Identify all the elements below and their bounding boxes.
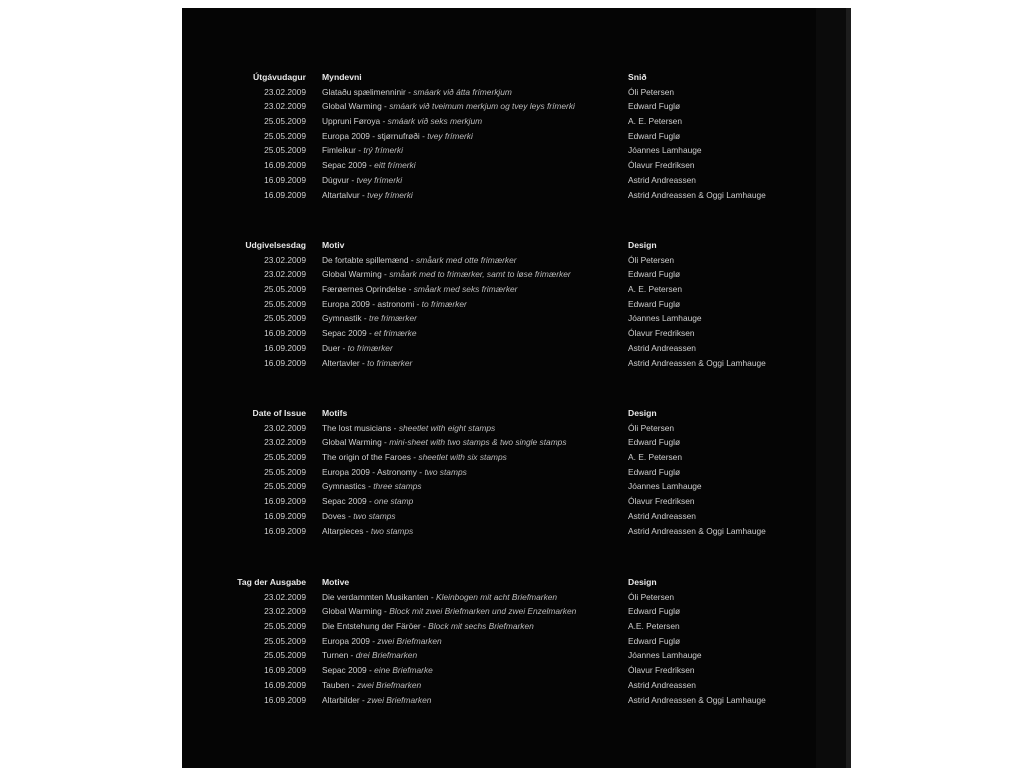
motif-format: tvey frímerki — [367, 189, 413, 200]
section-header — [182, 240, 822, 255]
issue-motif — [322, 343, 393, 353]
motif-title: Altartalvur — [322, 189, 360, 200]
issue-date: 16.09.2009 — [264, 342, 306, 353]
motif-title: Turnen — [322, 650, 349, 661]
motif-format: drei Briefmarken — [355, 650, 418, 661]
motif-title: Europa 2009 — [322, 635, 370, 646]
issue-designer: Jóannes Lamhauge — [628, 650, 702, 661]
motif-format: zwei Briefmarken — [377, 635, 442, 646]
issue-row — [182, 496, 822, 511]
motif-format: småark med seks frimærker — [413, 284, 518, 295]
motif-format: et frimærke — [374, 328, 417, 339]
issue-designer: Edward Fuglø — [628, 101, 681, 112]
motif-separator: - — [340, 342, 348, 353]
issue-date: 16.09.2009 — [264, 174, 306, 185]
motif-format: two stamps — [353, 510, 396, 521]
issue-date: 23.02.2009 — [264, 591, 306, 602]
motif-title: The lost musicians — [322, 422, 392, 433]
issue-row — [182, 190, 822, 205]
motif-format: mini-sheet with two stamps & two single stamps — [389, 437, 567, 448]
motif-format: to frimærker — [367, 357, 413, 368]
motif-separator: - — [359, 189, 368, 200]
issue-motif — [322, 145, 403, 155]
header-motif-label: Myndevni — [322, 72, 362, 82]
issue-motif — [322, 496, 413, 506]
issue-date: 23.02.2009 — [264, 437, 306, 448]
motif-title: Altarpieces — [322, 525, 364, 536]
issue-date: 25.05.2009 — [264, 313, 306, 324]
issue-motif — [322, 87, 512, 97]
motif-format: three stamps — [373, 481, 422, 492]
issue-row — [182, 511, 822, 526]
issue-row — [182, 145, 822, 160]
motif-separator: - — [366, 496, 375, 507]
issue-designer: Edward Fuglø — [628, 635, 681, 646]
issue-designer: Astrid Andreassen & Oggi Lamhauge — [628, 357, 766, 368]
motif-separator: - — [410, 452, 419, 463]
header-motif-label: Motiv — [322, 240, 345, 250]
motif-separator: - — [369, 635, 378, 646]
issue-date: 25.05.2009 — [264, 452, 306, 463]
motif-separator: - — [406, 284, 414, 295]
motif-format: smáark við seks merkjum — [387, 116, 483, 127]
issue-row — [182, 160, 822, 175]
issue-motif — [322, 592, 557, 602]
motif-title: Altarbilder — [322, 694, 360, 705]
issue-date: 25.05.2009 — [264, 635, 306, 646]
header-date-label: Útgávudagur — [253, 72, 306, 82]
issue-row — [182, 175, 822, 190]
section-header — [182, 72, 822, 87]
motif-title: Færøernes Oprindelse — [322, 284, 407, 295]
issue-motif — [322, 190, 413, 200]
motif-separator: - — [420, 621, 429, 632]
issue-date: 25.05.2009 — [264, 145, 306, 156]
issue-designer: Edward Fuglø — [628, 437, 681, 448]
motif-title: Sepac 2009 — [322, 328, 367, 339]
motif-title: Global Warming — [322, 606, 382, 617]
issue-date: 16.09.2009 — [264, 189, 306, 200]
issue-designer: Astrid Andreassen & Oggi Lamhauge — [628, 694, 766, 705]
issue-motif — [322, 665, 433, 675]
section-danish — [182, 240, 822, 372]
motif-separator: - — [348, 650, 356, 661]
issue-designer: Óli Petersen — [628, 422, 675, 433]
motif-separator: - — [428, 591, 437, 602]
issue-motif — [322, 313, 417, 323]
motif-separator: - — [366, 160, 375, 171]
issue-row — [182, 621, 822, 636]
section-header — [182, 577, 822, 592]
issue-designer: Edward Fuglø — [628, 269, 681, 280]
issue-date: 23.02.2009 — [264, 101, 306, 112]
issue-date: 23.02.2009 — [264, 254, 306, 265]
issue-row — [182, 467, 822, 482]
issue-designer: Edward Fuglø — [628, 130, 681, 141]
motif-title: Altertavler — [322, 357, 360, 368]
motif-format: Block mit zwei Briefmarken und zwei Enzelmarken — [389, 606, 577, 617]
motif-separator: - — [405, 86, 414, 97]
issue-designer: Ólavur Fredriksen — [628, 160, 695, 171]
motif-title: Global Warming — [322, 437, 382, 448]
motif-format: trý frímerki — [363, 145, 403, 156]
issue-designer: Astrid Andreassen — [628, 342, 696, 353]
motif-title: Die verdammten Musikanten — [322, 591, 429, 602]
issue-motif — [322, 650, 417, 660]
header-design-label: Design — [628, 408, 657, 418]
motif-format: two stamps — [370, 525, 414, 536]
motif-title: Europa 2009 - astronomi — [322, 298, 415, 309]
issue-row — [182, 299, 822, 314]
issue-designer: Ólavur Fredriksen — [628, 665, 695, 676]
issue-date: 16.09.2009 — [264, 665, 306, 676]
header-date-label: Date of Issue — [252, 408, 306, 418]
issue-date: 25.05.2009 — [264, 481, 306, 492]
motif-separator: - — [366, 328, 375, 339]
issue-motif — [322, 131, 473, 141]
motif-separator: - — [381, 101, 390, 112]
issue-designer: Edward Fuglø — [628, 466, 681, 477]
motif-separator: - — [363, 525, 371, 536]
motif-format: two stamps — [424, 466, 467, 477]
motif-separator: - — [408, 254, 417, 265]
issue-row — [182, 131, 822, 146]
motif-title: Dúgvur — [322, 174, 349, 185]
motif-title: Duer — [322, 342, 341, 353]
motif-format: to frimærker — [421, 298, 467, 309]
motif-title: Glataðu spælimenninir — [322, 86, 406, 97]
issue-date: 16.09.2009 — [264, 496, 306, 507]
motif-title: Sepac 2009 — [322, 160, 367, 171]
section-header — [182, 408, 822, 423]
motif-title: Fimleikur — [322, 145, 356, 156]
motif-title: Sepac 2009 — [322, 496, 367, 507]
issue-designer: A. E. Petersen — [628, 116, 682, 127]
issue-date: 25.05.2009 — [264, 466, 306, 477]
issue-designer: A. E. Petersen — [628, 284, 682, 295]
issue-designer: Edward Fuglø — [628, 298, 681, 309]
issue-motif — [322, 695, 431, 705]
motif-separator: - — [359, 694, 368, 705]
issue-designer: Óli Petersen — [628, 254, 675, 265]
motif-format: smáark við átta frímerkjum — [413, 86, 512, 97]
issue-designer: A. E. Petersen — [628, 452, 682, 463]
issue-motif — [322, 328, 417, 338]
motif-title: Europa 2009 - stjørnufrøði — [322, 130, 420, 141]
issue-designer: Astrid Andreassen & Oggi Lamhauge — [628, 189, 766, 200]
issue-motif — [322, 511, 396, 521]
motif-format: smáark við tveimum merkjum og tvey leys frímerki — [389, 101, 575, 112]
motif-format: Block mit sechs Briefmarken — [428, 621, 534, 632]
issue-motif — [322, 299, 467, 309]
motif-separator: - — [355, 145, 364, 156]
issue-motif — [322, 116, 482, 126]
issue-row — [182, 313, 822, 328]
motif-format: Kleinbogen mit acht Briefmarken — [436, 591, 558, 602]
motif-format: tre frimærker — [369, 313, 417, 324]
motif-title: Doves — [322, 510, 346, 521]
issue-row — [182, 636, 822, 651]
motif-separator: - — [419, 130, 428, 141]
issue-designer: Astrid Andreassen — [628, 174, 696, 185]
section-english — [182, 408, 822, 540]
issue-date: 25.05.2009 — [264, 621, 306, 632]
issue-row — [182, 680, 822, 695]
issue-motif — [322, 269, 571, 279]
motif-title: Gymnastik — [322, 313, 362, 324]
issue-designer: Astrid Andreassen — [628, 679, 696, 690]
issue-motif — [322, 481, 422, 491]
issue-row — [182, 526, 822, 541]
motif-separator: - — [361, 313, 370, 324]
motif-separator: - — [416, 466, 425, 477]
issue-designer: Ólavur Fredriksen — [628, 328, 695, 339]
motif-format: småark med to frimærker, samt to løse frimærker — [389, 269, 571, 280]
motif-format: sheetlet with six stamps — [418, 452, 507, 463]
issue-designer: Jóannes Lamhauge — [628, 145, 702, 156]
motif-title: Uppruni Føroya — [322, 116, 381, 127]
issue-designer: Óli Petersen — [628, 86, 675, 97]
issue-date: 16.09.2009 — [264, 328, 306, 339]
motif-format: zwei Briefmarken — [367, 694, 432, 705]
header-design-label: Design — [628, 577, 657, 587]
issue-motif — [322, 160, 416, 170]
issue-date: 16.09.2009 — [264, 510, 306, 521]
issue-motif — [322, 526, 413, 536]
motif-format: one stamp — [374, 496, 414, 507]
issue-row — [182, 592, 822, 607]
motif-separator: - — [349, 174, 357, 185]
issue-date: 23.02.2009 — [264, 269, 306, 280]
motif-separator: - — [380, 116, 388, 127]
issue-row — [182, 87, 822, 102]
header-date-label: Tag der Ausgabe — [237, 577, 306, 587]
motif-title: Europa 2009 - Astronomy — [322, 466, 417, 477]
issue-motif — [322, 680, 421, 690]
issue-designer: Ólavur Fredriksen — [628, 496, 695, 507]
motif-format: eine Briefmarke — [374, 665, 433, 676]
issue-row — [182, 284, 822, 299]
issue-designer: Jóannes Lamhauge — [628, 313, 702, 324]
issue-motif — [322, 452, 507, 462]
issue-date: 25.05.2009 — [264, 284, 306, 295]
issue-row — [182, 423, 822, 438]
issue-motif — [322, 284, 517, 294]
issue-designer: Jóannes Lamhauge — [628, 481, 702, 492]
issue-motif — [322, 175, 402, 185]
issue-row — [182, 665, 822, 680]
issue-date: 25.05.2009 — [264, 116, 306, 127]
motif-format: småark med otte frimærker — [416, 254, 517, 265]
issue-row — [182, 452, 822, 467]
issue-designer: Astrid Andreassen & Oggi Lamhauge — [628, 525, 766, 536]
motif-format: tvey frímerki — [356, 174, 403, 185]
motif-format: zwei Briefmarken — [356, 679, 422, 690]
issue-motif — [322, 101, 575, 111]
header-date-label: Udgivelsesdag — [245, 240, 306, 250]
motif-separator: - — [381, 269, 390, 280]
motif-separator: - — [365, 481, 374, 492]
motif-title: Die Entstehung der Färöer — [322, 621, 421, 632]
issue-date: 16.09.2009 — [264, 679, 306, 690]
issue-row — [182, 481, 822, 496]
issue-row — [182, 606, 822, 621]
motif-format: sheetlet with eight stamps — [398, 422, 496, 433]
issue-row — [182, 255, 822, 270]
issue-row — [182, 116, 822, 131]
issue-date: 25.05.2009 — [264, 650, 306, 661]
motif-separator: - — [359, 357, 368, 368]
motif-format: eitt frímerki — [374, 160, 416, 171]
motif-separator: - — [349, 679, 357, 690]
issue-date: 23.02.2009 — [264, 86, 306, 97]
motif-format: tvey frímerki — [427, 130, 473, 141]
header-motif-label: Motive — [322, 577, 350, 587]
issue-designer: Edward Fuglø — [628, 606, 681, 617]
motif-title: Global Warming — [322, 269, 382, 280]
section-german — [182, 577, 822, 709]
issue-row — [182, 358, 822, 373]
issue-motif — [322, 358, 412, 368]
issue-motif — [322, 621, 534, 631]
motif-separator: - — [391, 422, 399, 433]
issue-motif — [322, 437, 567, 447]
issue-date: 16.09.2009 — [264, 525, 306, 536]
issue-row — [182, 101, 822, 116]
issue-motif — [322, 606, 576, 616]
motif-title: Gymnastics — [322, 481, 366, 492]
issue-date: 25.05.2009 — [264, 298, 306, 309]
issue-motif — [322, 255, 517, 265]
motif-title: De fortabte spillemænd — [322, 254, 409, 265]
issue-designer: Óli Petersen — [628, 591, 675, 602]
issue-designer: Astrid Andreassen — [628, 510, 696, 521]
motif-title: Tauben — [322, 679, 350, 690]
motif-separator: - — [345, 510, 354, 521]
header-motif-label: Motifs — [322, 408, 348, 418]
booklet-binding-edge — [846, 8, 851, 768]
motif-title: Sepac 2009 — [322, 665, 367, 676]
motif-separator: - — [381, 606, 390, 617]
issue-motif — [322, 467, 467, 477]
issue-date: 16.09.2009 — [264, 160, 306, 171]
motif-title: Global Warming — [322, 101, 382, 112]
issue-row — [182, 343, 822, 358]
header-design-label: Snið — [628, 72, 647, 82]
issue-motif — [322, 423, 495, 433]
issue-date: 16.09.2009 — [264, 694, 306, 705]
issue-date: 16.09.2009 — [264, 357, 306, 368]
section-faroese — [182, 72, 822, 204]
issue-motif — [322, 636, 442, 646]
issue-row — [182, 269, 822, 284]
issue-date: 23.02.2009 — [264, 422, 306, 433]
issue-date: 23.02.2009 — [264, 606, 306, 617]
motif-separator: - — [414, 298, 422, 309]
header-design-label: Design — [628, 240, 657, 250]
issue-row — [182, 695, 822, 710]
issue-row — [182, 437, 822, 452]
motif-format: to frimærker — [347, 342, 393, 353]
issue-designer: A.E. Petersen — [628, 621, 680, 632]
motif-separator: - — [366, 665, 375, 676]
issue-date: 25.05.2009 — [264, 130, 306, 141]
motif-title: The origin of the Faroes — [322, 452, 411, 463]
issue-row — [182, 328, 822, 343]
motif-separator: - — [381, 437, 390, 448]
issue-row — [182, 650, 822, 665]
